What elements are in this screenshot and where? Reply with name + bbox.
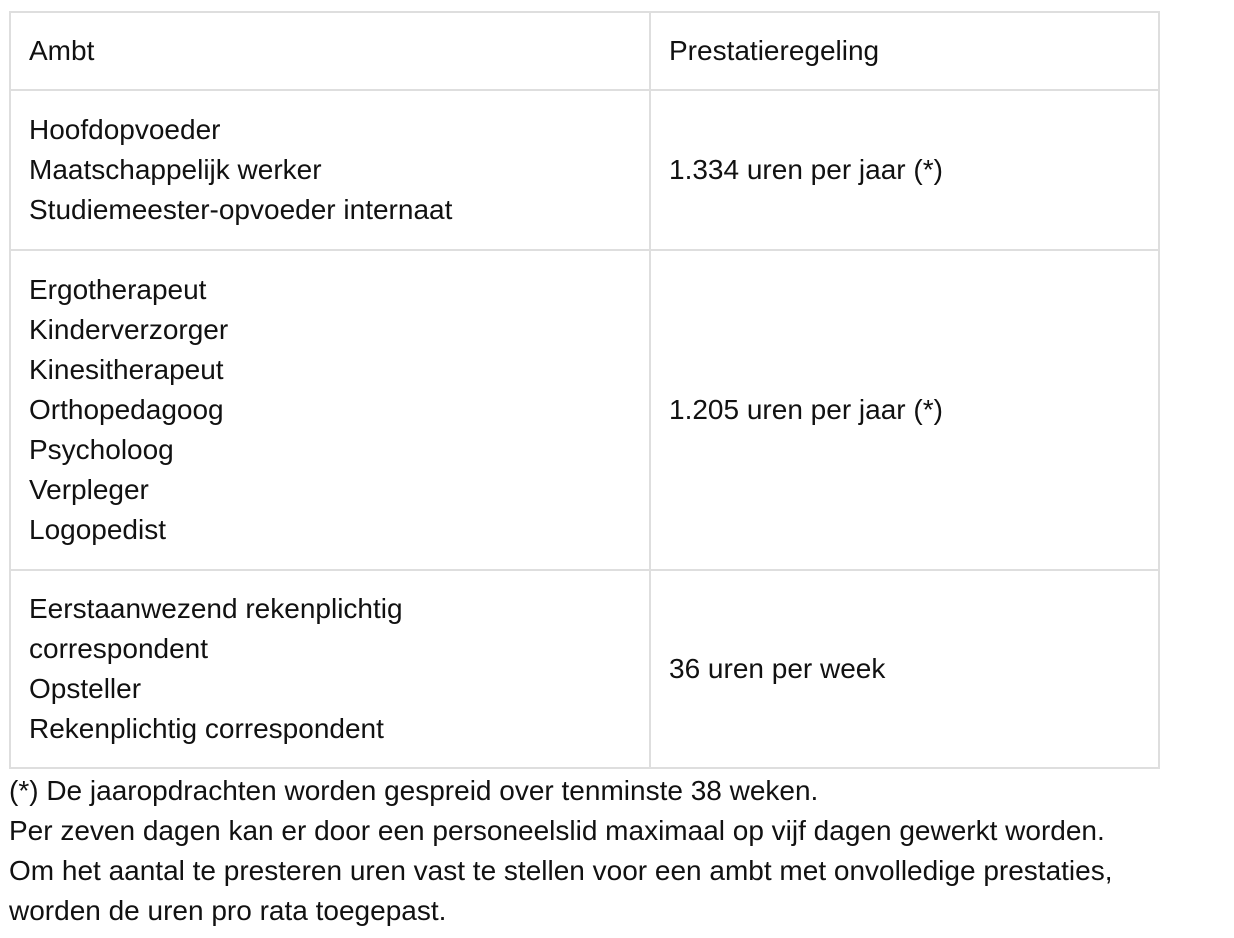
ambt-item: Orthopedagoog bbox=[29, 394, 224, 425]
footnote-line: worden de uren pro rata toegepast. bbox=[9, 895, 447, 926]
document bbox=[9, 11, 1224, 931]
ambt-item: Logopedist bbox=[29, 514, 167, 545]
ambt-item: Kinderverzorger bbox=[29, 314, 229, 345]
footnote-line: Per zeven dagen kan er door een personeelslid maximaal op vijf dagen gewerkt worden. bbox=[9, 815, 1105, 846]
prestatieregeling-cell: 1.334 uren per jaar (*) bbox=[650, 90, 1159, 250]
header-prestatieregeling: Prestatieregeling bbox=[650, 12, 1159, 90]
ambt-item: Verpleger bbox=[29, 474, 149, 505]
header-ambt: Ambt bbox=[10, 12, 650, 90]
ambt-item: Opsteller bbox=[29, 673, 142, 704]
ambt-cell bbox=[10, 250, 650, 570]
ambt-item: Eerstaanwezend rekenplichtig bbox=[29, 593, 403, 624]
table-row bbox=[10, 570, 1159, 768]
ambt-item: Ergotherapeut bbox=[29, 274, 207, 305]
ambt-item: Psycholoog bbox=[29, 434, 174, 465]
table-row bbox=[10, 90, 1159, 250]
ambt-item: Studiemeester-opvoeder internaat bbox=[29, 194, 453, 225]
ambt-item: Rekenplichtig correspondent bbox=[29, 713, 384, 744]
prestatie-table bbox=[9, 11, 1160, 769]
table-row bbox=[10, 250, 1159, 570]
ambt-item: Hoofdopvoeder bbox=[29, 114, 221, 145]
prestatieregeling-cell: 1.205 uren per jaar (*) bbox=[650, 250, 1159, 570]
ambt-cell bbox=[10, 90, 650, 250]
footnote-line: Om het aantal te presteren uren vast te stellen voor een ambt met onvolledige prestaties, bbox=[9, 855, 1113, 886]
ambt-item: Kinesitherapeut bbox=[29, 354, 224, 385]
ambt-cell bbox=[10, 570, 650, 768]
ambt-item: correspondent bbox=[29, 633, 209, 664]
footnotes bbox=[9, 771, 1224, 931]
table-header-row bbox=[10, 12, 1159, 90]
footnote-line: (*) De jaaropdrachten worden gespreid over tenminste 38 weken. bbox=[9, 775, 819, 806]
ambt-item: Maatschappelijk werker bbox=[29, 154, 322, 185]
prestatieregeling-cell: 36 uren per week bbox=[650, 570, 1159, 768]
